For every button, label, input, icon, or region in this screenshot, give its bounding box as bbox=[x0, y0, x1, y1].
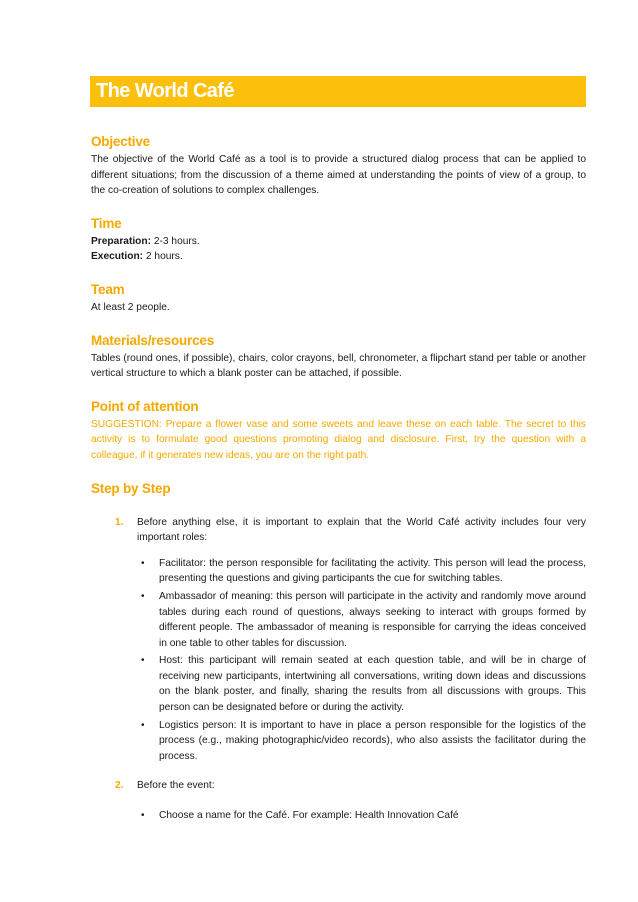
preparation-label: Preparation: bbox=[91, 235, 152, 247]
page-title: The World Café bbox=[96, 80, 234, 102]
preparation-line bbox=[91, 234, 586, 265]
objective-text: The objective of the World Café as a tool is to provide a structured dialog process that can be applied to different situations; from the discussion of a theme aimed at understanding the points of view of a group, to the co-creation of solutions to complex challenges. bbox=[91, 154, 586, 197]
before-event-list bbox=[137, 808, 586, 824]
bullet-icon: • bbox=[141, 719, 145, 731]
attention-section bbox=[91, 398, 586, 464]
team-text: At least 2 people. bbox=[91, 301, 170, 313]
preparation-value: 2-3 hours. bbox=[151, 235, 200, 247]
list-item: • Choose a name for the Café. For example: Health Innovation Café bbox=[137, 808, 586, 824]
list-item: • Host: this participant will remain seated at each question table, and will be in charge of receiving new participants, intertwining all conversations, writing down ideas and discussions on the blank poster, and finally, sharing the results from all discussions with groups. This person can be designated before or during the activity. bbox=[141, 655, 586, 714]
steps-list bbox=[91, 515, 586, 824]
step-2 bbox=[115, 778, 586, 823]
list-item: • Facilitator: the person responsible for facilitating the activity. This person will lead the process, presenting the questions and giving participants the cue for switching tables. bbox=[141, 557, 586, 585]
bullet-icon: • bbox=[141, 655, 145, 667]
attention-heading: Point of attention bbox=[91, 398, 199, 414]
materials-text: Tables (round ones, if possible), chairs, color crayons, bell, chronometer, a flipchart stand per table or another vertical structure to which a blank poster can be attached, if possible. bbox=[91, 352, 586, 380]
execution-label: Execution: bbox=[91, 251, 144, 263]
step-2-text: Before the event: bbox=[137, 780, 215, 792]
time-section bbox=[91, 215, 586, 265]
roles-list bbox=[137, 556, 586, 765]
step-1-number: 1. bbox=[115, 516, 124, 528]
list-item: • Ambassador of meaning: this person will participate in the activity and randomly move around tables during each round of questions, always seeking to interact with groups formed by different people. The ambassador of meaning is responsible for carrying the ideas conceived in one table to other tables for discussion. bbox=[141, 590, 586, 649]
step-2-number: 2. bbox=[115, 780, 124, 792]
objective-section bbox=[91, 133, 586, 199]
bullet-icon: • bbox=[141, 590, 145, 602]
steps-section bbox=[91, 480, 586, 824]
bullet-icon: • bbox=[141, 810, 145, 822]
time-heading: Time bbox=[91, 215, 122, 231]
materials-heading: Materials/resources bbox=[91, 332, 215, 348]
list-item: • Logistics person: It is important to have in place a person responsible for the logistics of the process (e.g., making photographic/video records), who also assists the facilitator during the process. bbox=[141, 719, 586, 762]
objective-heading: Objective bbox=[91, 134, 150, 149]
step-1 bbox=[115, 515, 586, 765]
document-body bbox=[91, 133, 586, 830]
bullet-icon: • bbox=[141, 557, 145, 569]
title-banner bbox=[90, 76, 586, 107]
step-1-text: Before anything else, it is important to explain that the World Café activity includes four very important roles: bbox=[137, 516, 586, 544]
execution-value: 2 hours. bbox=[143, 251, 183, 263]
team-section bbox=[91, 281, 586, 316]
steps-heading: Step by Step bbox=[91, 480, 171, 496]
suggestion-text: SUGGESTION: Prepare a flower vase and some sweets and leave these on each table. The secret to this activity is to formulate good questions promoting dialog and disclosure. First, try the question with a colleague, if it generates new ideas, you are on the right path. bbox=[91, 418, 586, 461]
materials-section bbox=[91, 332, 586, 382]
team-heading: Team bbox=[91, 281, 125, 297]
